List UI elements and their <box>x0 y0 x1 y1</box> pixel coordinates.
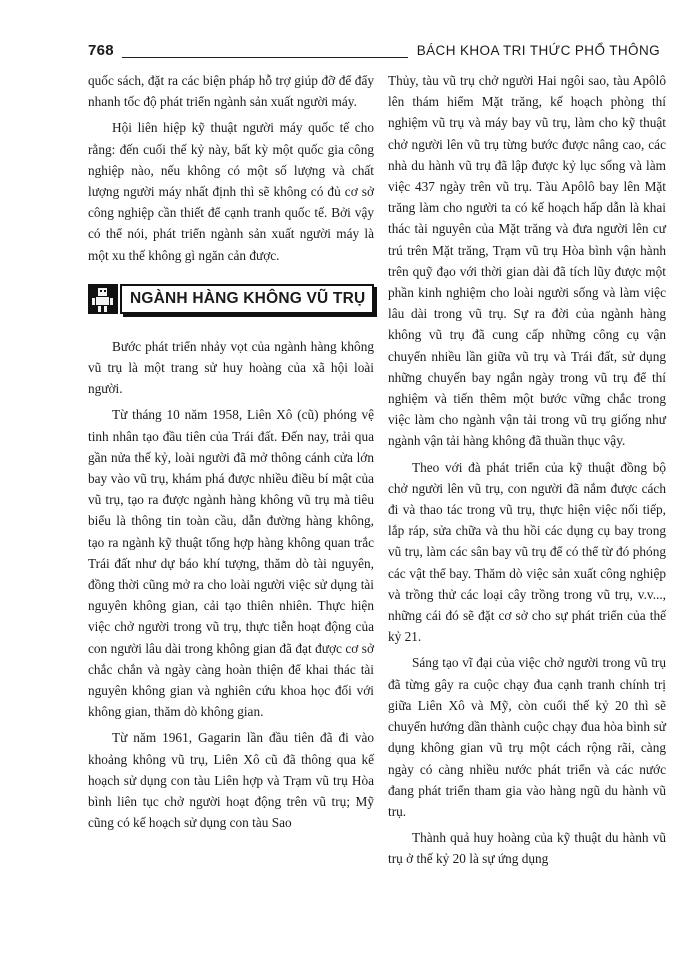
paragraph: Bước phát triển nhảy vọt của ngành hàng không vũ trụ là một trang sử huy hoàng của xã hội loài người. <box>88 338 374 397</box>
paragraph: Thủy, tàu vũ trụ chở người Hai ngôi sao, tàu Apôlô lên thám hiểm Mặt trăng, kế hoạch phòng thí nghiệm vũ trụ và máy bay vũ trụ, làm cho kỹ thuật chở người lên vũ trụ từng bước được nâng cao, các nhà du hành vũ trụ đã lập được kỷ lục sống và làm việc 437 ngày trên vũ trụ. Tàu Apôlô bay lên Mặt trăng làm cho người ta có kế hoạch hấp dẫn là khai thác tài nguyên của Mặt trăng và đưa người lên cư trú trên Mặt trăng, Trạm vũ trụ Hòa bình vận hành trên quỹ đạo với thời gian dài đã tích lũy được một phần kinh nghiệm cho loài người sống và làm việc lâu dài trong vũ trụ. Sự ra đời của ngành hàng không vũ trụ đã cung cấp những công cụ vận chuyển nhiều lần giữa vũ trụ và Trái đất, sử dụng những chuyến bay ngắn ngày trong vũ trụ để thí nghiệm và tiến thêm một bước vững chắc trong việc làm cho ngành vận tải trong vũ trụ giống như ngành vận tải hàng không đã thuần thục vậy. <box>388 73 666 449</box>
section-heading <box>88 284 374 314</box>
right-column <box>388 70 666 875</box>
header-rule <box>122 57 408 58</box>
paragraph: quốc sách, đặt ra các biện pháp hỗ trợ giúp đỡ để đẩy nhanh tốc độ phát triển ngành sản xuất người máy. <box>88 73 374 110</box>
section-title-box <box>120 284 374 314</box>
page-header <box>88 42 660 68</box>
paragraph: Thành quả huy hoàng của kỹ thuật du hành vũ trụ ở thế kỷ 20 là sự ứng dụng <box>388 830 666 867</box>
running-title: BÁCH KHOA TRI THỨC PHỔ THÔNG <box>416 43 660 58</box>
paragraph: Từ tháng 10 năm 1958, Liên Xô (cũ) phóng vệ tinh nhân tạo đầu tiên của Trái đất. Đến nay, trải qua gần nửa thế kỷ, loài người đã mở thông cánh cửa lớn bay vào vũ trụ, khám phá được nhiều điều bí mật của vũ trụ, tạo ra được ngành hàng không vũ trụ mà tiêu biểu là thông tin toàn cầu, dẫn đường hàng không, tạo ra ngành kỹ thuật tổng hợp hàng không quan trắc Trái đất như dự báo khí tượng, thăm dò tài nguyên, đồng thời cũng mở ra cho loài người việc sử dụng tài nguyên không gian, cải tạo thiên nhiên. Thực hiện việc chở người trong vũ trụ, thực tiễn hoạt động của con người lâu dài trong không gian đã đạt được cơ sở chắc chắn và ngày càng hoàn thiện để khai thác tài nguyên không gian và nghiên cứu khoa học đối với không gian, thăm dò không gian. <box>88 407 374 720</box>
left-column <box>88 70 374 839</box>
robot-figure-icon <box>88 284 118 314</box>
paragraph: Theo với đà phát triển của kỹ thuật đồng bộ chở người lên vũ trụ, con người đã nắm được cách đi và thao tác trong vũ trụ, thực hiện việc nối tiếp, lắp ráp, sửa chữa và thu hồi các dụng cụ bay trong vũ trụ, làm các sân bay vũ trụ để có thể từ đó phóng các vật thể bay. Thăm dò việc sản xuất công nghiệp và trồng thử các loại cây trồng trong vũ trụ, v.v..., những cái đó sẽ đặt cơ sở cho sự phát triển của thế kỷ 21. <box>388 459 666 645</box>
section-title: NGÀNH HÀNG KHÔNG VŨ TRỤ <box>130 290 366 308</box>
paragraph: Sáng tạo vĩ đại của việc chở người trong vũ trụ đã từng gây ra cuộc chạy đua cạnh tranh chính trị giữa Liên Xô và Mỹ, còn cuối thế kỷ 20 thì sẽ chuyển hướng dần thành cuộc chạy đua hòa bình sử dụng không gian vũ trụ một cách rộng rãi, càng ngày có càng nhiều nước phát triển và các nước đang phát triển tham gia vào hàng ngũ du hành vũ trụ. <box>388 655 666 819</box>
page-number: 768 <box>88 42 114 59</box>
paragraph: Hội liên hiệp kỹ thuật người máy quốc tế cho rằng: đến cuối thế kỷ này, bất kỳ một quốc gia công nghiệp nào, nếu không có một số lượng và chất lượng người máy nhất định thì sẽ không có đủ cơ sở công nghiệp cần thiết để cạnh tranh quốc tế. Bởi vậy có thể nói, phát triển ngành sản xuất người máy là một xu thế không gì ngăn cản được. <box>88 120 374 263</box>
paragraph: Từ năm 1961, Gagarin lần đầu tiên đã đi vào khoảng không vũ trụ, Liên Xô cũ đã thông qua kế hoạch sử dụng con tàu Liên hợp và Trạm vũ trụ Hòa bình liên tục chở người hoạt động trên vũ trụ; Mỹ cũng có kế hoạch sử dụng con tàu Sao <box>88 730 374 831</box>
